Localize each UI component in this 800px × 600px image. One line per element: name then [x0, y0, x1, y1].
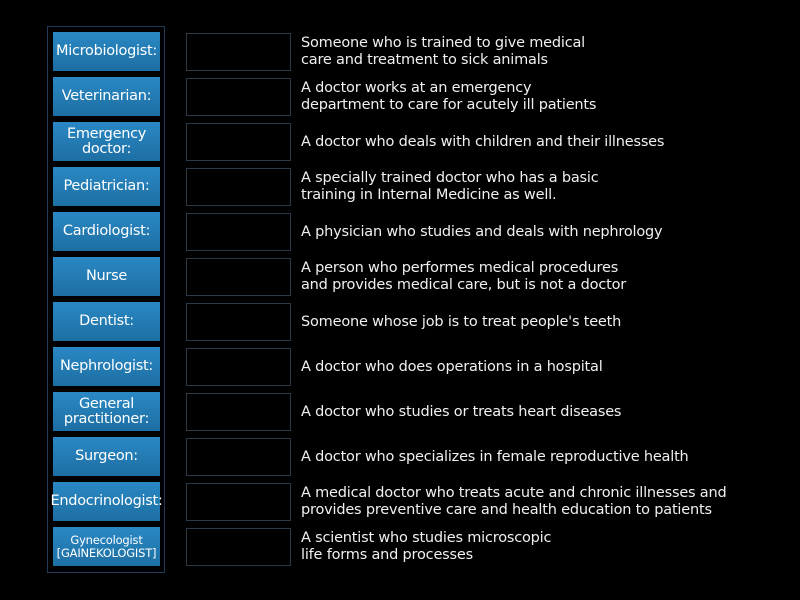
definition-line: care and treatment to sick animals [301, 52, 548, 68]
definition-line: A doctor works at an emergency [301, 80, 532, 96]
draggable-tile[interactable]: General practitioner: [53, 392, 160, 431]
definition-line: life forms and processes [301, 547, 473, 563]
definition-text [301, 168, 771, 206]
definition-text [301, 303, 771, 341]
draggable-tile[interactable]: Dentist: [53, 302, 160, 341]
definition-text [301, 78, 771, 116]
definition-text [301, 33, 771, 71]
definition-text [301, 213, 771, 251]
drop-slot[interactable] [186, 33, 291, 71]
definition-text [301, 438, 771, 476]
definition-line: A specially trained doctor who has a basic [301, 170, 599, 186]
draggable-tile[interactable]: Endocrinologist: [53, 482, 160, 521]
draggable-tile[interactable]: Nephrologist: [53, 347, 160, 386]
draggable-tile[interactable]: Surgeon: [53, 437, 160, 476]
drop-slot[interactable] [186, 528, 291, 566]
definition-text [301, 393, 771, 431]
draggable-tile[interactable]: Emergency doctor: [53, 122, 160, 161]
drop-slot[interactable] [186, 348, 291, 386]
drop-slot[interactable] [186, 123, 291, 161]
definition-line: A doctor who does operations in a hospital [301, 358, 603, 375]
draggable-tile[interactable]: Gynecologist [GAINEKOLOGIST] [53, 527, 160, 566]
drop-slot[interactable] [186, 78, 291, 116]
drop-slot[interactable] [186, 213, 291, 251]
draggable-tile[interactable]: Microbiologist: [53, 32, 160, 71]
drop-slot[interactable] [186, 393, 291, 431]
drop-slot[interactable] [186, 483, 291, 521]
draggable-tile[interactable]: Cardiologist: [53, 212, 160, 251]
definition-text [301, 348, 771, 386]
definition-text [301, 258, 771, 296]
drop-slot[interactable] [186, 303, 291, 341]
definition-text [301, 123, 771, 161]
definition-line: provides preventive care and health education to patients [301, 502, 712, 518]
definition-line: A scientist who studies microscopic [301, 530, 552, 546]
draggable-tile[interactable]: Nurse [53, 257, 160, 296]
definition-line: A doctor who specializes in female reproductive health [301, 448, 689, 465]
definition-line: Someone whose job is to treat people's teeth [301, 313, 622, 330]
draggable-tile[interactable]: Pediatrician: [53, 167, 160, 206]
definition-text [301, 528, 771, 566]
definition-line: A physician who studies and deals with nephrology [301, 223, 663, 240]
drop-slot[interactable] [186, 258, 291, 296]
definition-line: department to care for acutely ill patients [301, 97, 597, 113]
draggable-tile[interactable]: Veterinarian: [53, 77, 160, 116]
drop-slot[interactable] [186, 168, 291, 206]
definition-line: training in Internal Medicine as well. [301, 187, 557, 203]
definition-text [301, 483, 771, 521]
definition-line: Someone who is trained to give medical [301, 35, 585, 51]
definition-line: A doctor who deals with children and their illnesses [301, 133, 665, 150]
definition-line: and provides medical care, but is not a doctor [301, 277, 627, 293]
drop-slot[interactable] [186, 438, 291, 476]
definition-line: A medical doctor who treats acute and chronic illnesses and [301, 485, 727, 501]
definition-line: A doctor who studies or treats heart diseases [301, 403, 622, 420]
definition-line: A person who performes medical procedures [301, 260, 619, 276]
